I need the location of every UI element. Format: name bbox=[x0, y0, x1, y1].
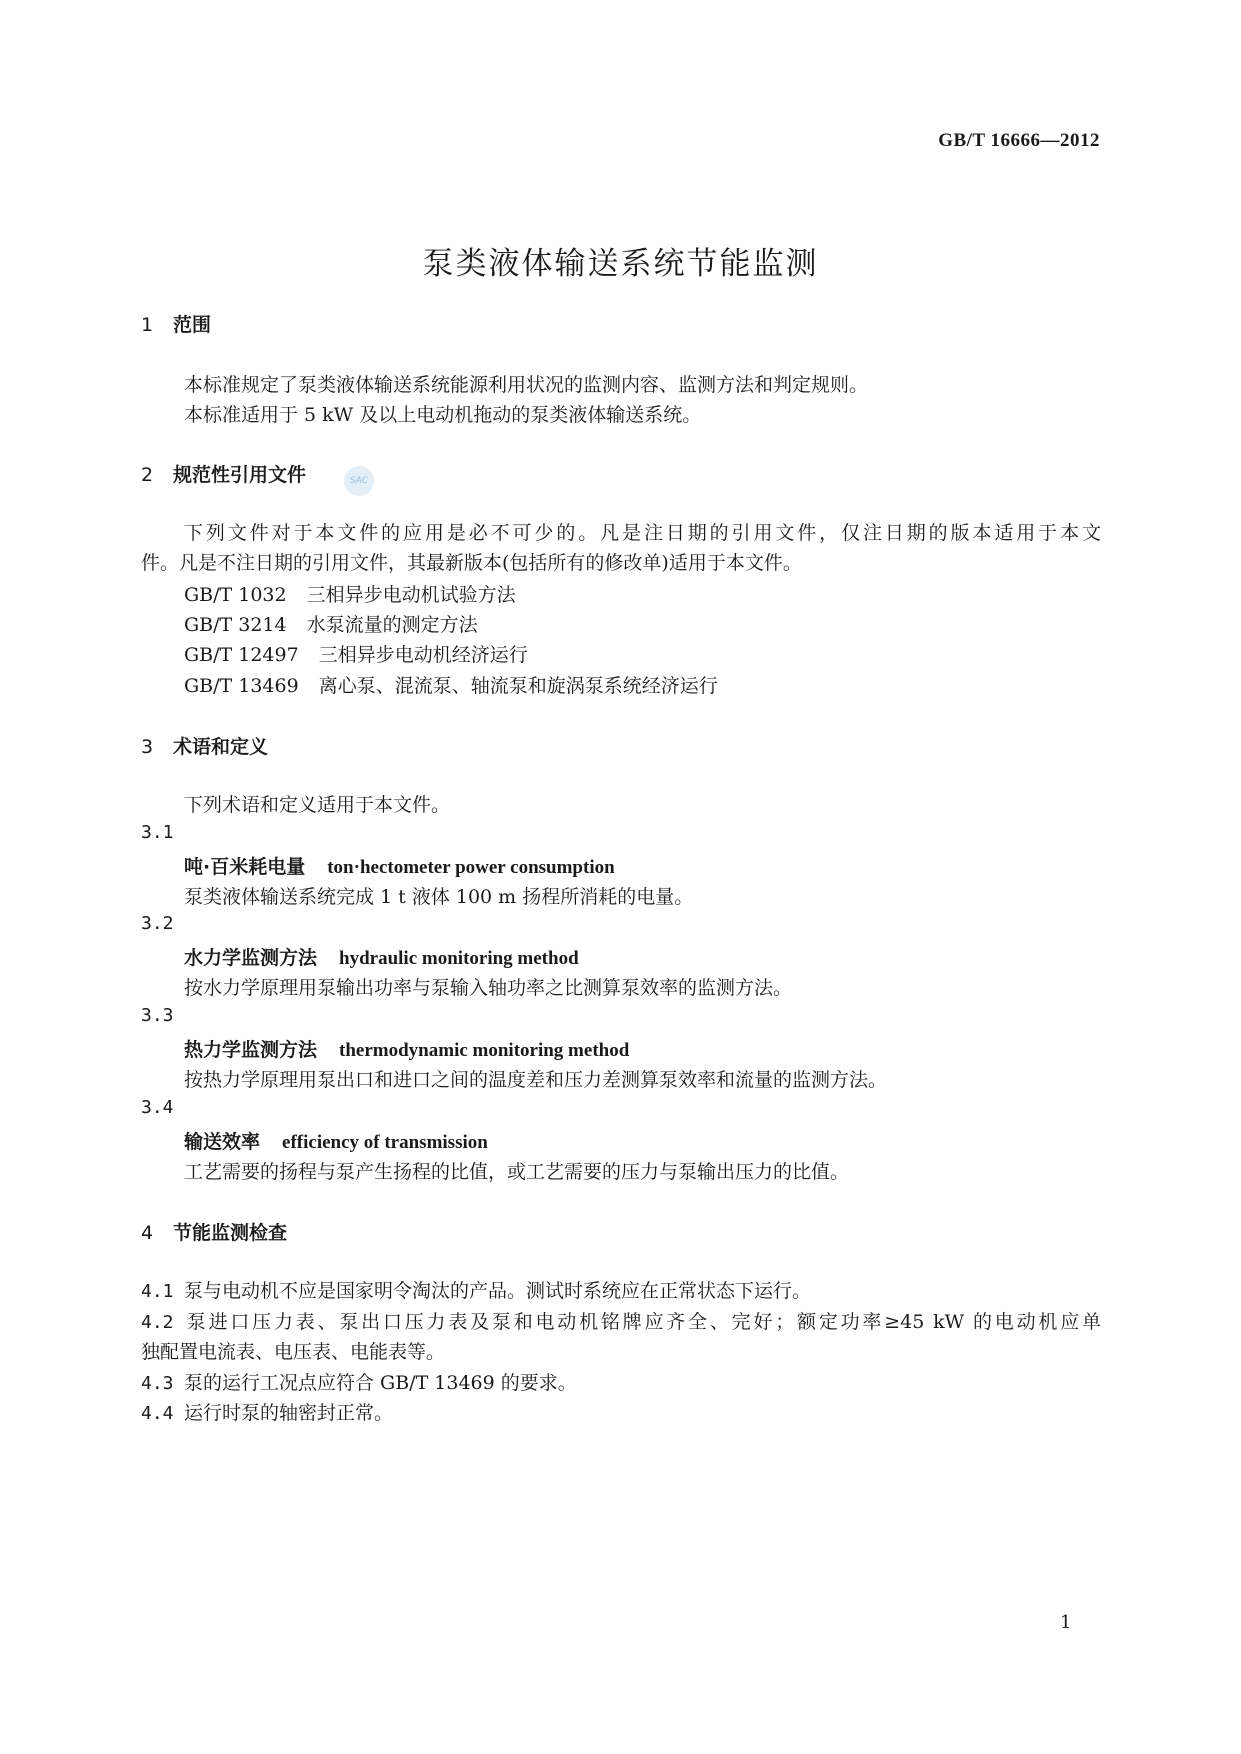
section-number: 4 bbox=[141, 1222, 154, 1244]
section-number: 2 bbox=[141, 464, 154, 486]
reference-code: GB/T 12497 bbox=[184, 644, 299, 666]
term-heading bbox=[184, 943, 579, 970]
term-definition: 按热力学原理用泵出口和进口之间的温度差和压力差测算泵效率和流量的监测方法。 bbox=[184, 1069, 888, 1091]
term-heading bbox=[184, 852, 615, 879]
item-text: 运行时泵的轴密封正常。 bbox=[184, 1402, 394, 1424]
section-number: 3 bbox=[141, 736, 154, 758]
term-en: hydraulic monitoring method bbox=[339, 948, 579, 969]
reference-item bbox=[184, 671, 718, 698]
standard-number: GB/T 16666—2012 bbox=[938, 130, 1100, 151]
section-number: 1 bbox=[141, 314, 154, 336]
section-3-heading bbox=[141, 732, 268, 759]
term-zh: 输送效率 bbox=[184, 1131, 261, 1153]
term-heading bbox=[184, 1035, 629, 1062]
reference-code: GB/T 1032 bbox=[184, 584, 287, 606]
term-definition: 工艺需要的扬程与泵产生扬程的比值，或工艺需要的压力与泵输出压力的比值。 bbox=[184, 1161, 850, 1183]
item-text: 泵与电动机不应是国家明令淘汰的产品。测试时系统应在正常状态下运行。 bbox=[184, 1280, 812, 1302]
page-number: 1 bbox=[1060, 1612, 1072, 1633]
reference-item bbox=[184, 580, 516, 607]
section-title: 节能监测检查 bbox=[173, 1222, 288, 1244]
document-title: 泵类液体输送系统节能监测 bbox=[422, 246, 819, 282]
reference-name: 离心泵、混流泵、轴流泵和旋涡泵系统经济运行 bbox=[318, 675, 718, 697]
item-continuation: 独配置电流表、电压表、电能表等。 bbox=[141, 1341, 446, 1363]
paragraph: 本标准规定了泵类液体输送系统能源利用状况的监测内容、监测方法和判定规则。 bbox=[184, 374, 869, 396]
section-title: 规范性引用文件 bbox=[173, 464, 307, 486]
term-definition: 泵类液体输送系统完成 1 t 液体 100 m 扬程所消耗的电量。 bbox=[184, 886, 694, 908]
term-en: ton·hectometer power consumption bbox=[327, 857, 615, 878]
term-zh: 水力学监测方法 bbox=[184, 947, 318, 969]
term-number: 3.4 bbox=[141, 1097, 174, 1118]
section-1-heading bbox=[141, 310, 211, 337]
reference-code: GB/T 13469 bbox=[184, 675, 299, 697]
item-number: 4.3 bbox=[141, 1373, 174, 1394]
paragraph: 下列术语和定义适用于本文件。 bbox=[184, 794, 451, 816]
term-number: 3.2 bbox=[141, 913, 174, 934]
paragraph: 下列文件对于本文件的应用是必不可少的。凡是注日期的引用文件，仅注日期的版本适用于本文 bbox=[184, 522, 1101, 544]
paragraph: 件。凡是不注日期的引用文件，其最新版本(包括所有的修改单)适用于本文件。 bbox=[141, 552, 802, 574]
term-zh: 吨·百米耗电量 bbox=[184, 856, 306, 878]
check-item bbox=[141, 1368, 1101, 1395]
item-number: 4.4 bbox=[141, 1403, 174, 1424]
item-number: 4.1 bbox=[141, 1281, 174, 1302]
term-en: thermodynamic monitoring method bbox=[339, 1040, 630, 1061]
reference-code: GB/T 3214 bbox=[184, 614, 287, 636]
section-title: 术语和定义 bbox=[173, 736, 269, 758]
term-en: efficiency of transmission bbox=[282, 1132, 488, 1153]
section-title: 范围 bbox=[173, 314, 212, 336]
term-definition: 按水力学原理用泵输出功率与泵输入轴功率之比测算泵效率的监测方法。 bbox=[184, 977, 793, 999]
item-text: 泵进口压力表、泵出口压力表及泵和电动机铭牌应齐全、完好；额定功率≥45 kW 的电动机应单 bbox=[184, 1311, 1101, 1333]
item-text: 泵的运行工况点应符合 GB/T 13469 的要求。 bbox=[184, 1372, 577, 1394]
term-number: 3.1 bbox=[141, 822, 174, 843]
check-item bbox=[141, 1398, 1101, 1425]
reference-name: 三相异步电动机经济运行 bbox=[318, 644, 528, 666]
reference-name: 水泵流量的测定方法 bbox=[306, 614, 478, 636]
term-zh: 热力学监测方法 bbox=[184, 1039, 318, 1061]
section-4-heading bbox=[141, 1218, 287, 1245]
check-item bbox=[141, 1276, 1101, 1303]
reference-item bbox=[184, 640, 528, 667]
reference-name: 三相异步电动机试验方法 bbox=[306, 584, 516, 606]
section-2-heading bbox=[141, 460, 306, 487]
sac-watermark-logo: SAC bbox=[344, 466, 374, 496]
paragraph: 本标准适用于 5 kW 及以上电动机拖动的泵类液体输送系统。 bbox=[184, 404, 702, 426]
item-number: 4.2 bbox=[141, 1312, 174, 1333]
check-item bbox=[141, 1307, 1101, 1334]
term-heading bbox=[184, 1127, 488, 1154]
term-number: 3.3 bbox=[141, 1005, 174, 1026]
reference-item bbox=[184, 610, 478, 637]
